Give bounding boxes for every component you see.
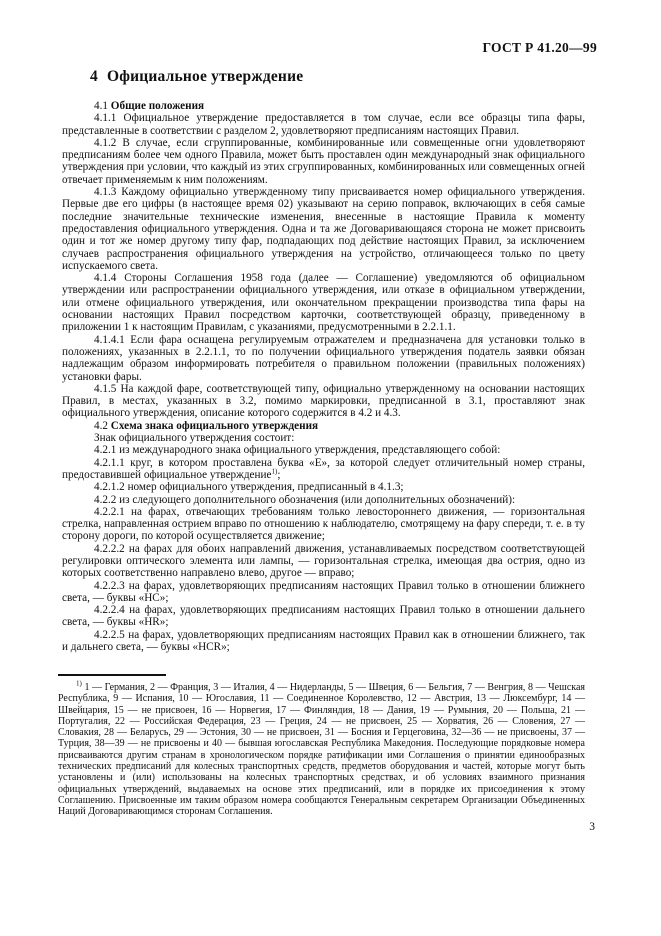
clause-4-1-5: 4.1.5 На каждой фаре, соответствующей типу, официально утвержденному на основании настоящих Правил, в местах, указанных в 3.2, помимо маркировки, предписанной в 3.1, проставляют знак официального утверждения, описание которого содержится в 4.2 и 4.3.: [62, 382, 585, 420]
footnote-body: 1 — Германия, 2 — Франция, 3 — Италия, 4 — Нидерланды, 5 — Швеция, 6 — Бельгия, 7 — Венгрия, 8 — Чешская Республика, 9 — Испания, 10 — Югославия, 11 — Соединенное Королевство, 12 — Австрия, 13 — Люксембург, 14 — Швейцария, 15 — не присвоен, 16 — Норвегия, 17 — Финляндия, 18 — Дания, 19 — Румыния, 20 — Польша, 21 — Португалия, 22 — Российская Федерация, 23 — Греция, 24 — не присвоен, 25 — Хорватия, 26 — Словения, 27 — Словакия, 28 — Беларусь, 29 — Эстония, 30 — не присвоен, 31 — Босния и Герцеговина, 32—36 — не присвоены, 37 — Турция, 38—39 — не присвоены и 40 — бывшая югославская Республика Македония. Последующие порядковые номера присваиваются другим странам в хронологическом порядке ратификации ими Соглашения о принятии единообразных технических предписаний для колесных транспортных средств, предметов оборудования и частей, которые могут быть установлены и (или) использованы на колесных транспортных средствах, и об условиях взаимного признания официальных утверждений, выдаваемых на основе этих предписаний, или в порядке их присоединения к этому Соглашению. Присвоенные им таким образом номера сообщаются Генеральным секретарем Организации Объединенных Наций Договаривающимся сторонам Соглашения.: [58, 682, 586, 818]
clause-4-1-2: 4.1.2 В случае, если сгруппированные, комбинированные или совмещенные огни удовлетворяют предписаниям более чем одного Правила, может быть проставлен один международный знак официального утверждения при условии, что каждый из этих сгруппированных, комбинированных или совмещенных огней отвечает применяемым к ним положениям.: [62, 136, 585, 186]
page-content: [58, 100, 585, 818]
clause-4-2-heading: [62, 420, 585, 432]
clause-4-1-4-1: 4.1.4.1 Если фара оснащена регулируемым отражателем и предназначена для установки только в положениях, указанных в 2.2.1.1, то по получении официального утверждения податель заявки обязан надлежащим образом информировать потребителя о правильном положении (правильных положениях) установки фары.: [62, 333, 585, 383]
clause-4-2-2-1: 4.2.2.1 на фарах, отвечающих требованиям только левостороннего движения, — горизонтальная стрелка, направленная острием вправо по отношению к наблюдателю, смотрящему на фару спереди, т. е. в ту сторону дороги, по которой осуществляется движение;: [62, 505, 585, 543]
footnote-text: [58, 679, 586, 818]
clause-4-1-3: 4.1.3 Каждому официально утвержденному типу присваивается номер официального утверждения. Первые две его цифры (в настоящее время 02) указывают на серию поправок, включающих в себя самые последние значительные технические изменения, внесенные в настоящие Правила к моменту предоставления официального утверждения. Одна и та же Договаривающаяся сторона не может присвоить один и тот же номер другому типу фар, подпадающих под действие настоящих Правил, за исключением случаев распространения официального утверждения на устройство, отличающееся только по цвету испускаемого света.: [62, 186, 585, 272]
doc-code-header: ГОСТ Р 41.20—99: [482, 40, 597, 55]
clause-4-2-2-2: 4.2.2.2 на фарах для обоих направлений движения, устанавливаемых посредством соответствующей регулировки оптического элемента или лампы, — горизонтальная стрелка, имеющая два острия, одно из которых соответственно направлено влево, другое — вправо;: [62, 542, 585, 580]
section-title: Официальное утверждение: [106, 68, 304, 85]
clause-4-2-2: 4.2.2 из следующего дополнительного обозначения (или дополнительных обозначений):: [94, 493, 516, 506]
clause-number: 4.1: [94, 100, 108, 112]
page-number: 3: [589, 821, 595, 833]
footnote-area: [58, 674, 585, 818]
clause-4-2-1-1: [62, 457, 585, 482]
clause-4-1-4: 4.1.4 Стороны Соглашения 1958 года (далее — Соглашение) уведомляются об официальном утверждении или распространении официального утверждения, или отказе в официальном утверждении, или отмене официального утверждения, или окончательном прекращении производства типа фары на основании настоящих Правил посредством карточки, соответствующей образцу, приведенному в приложении 1 к настоящим Правилам, с указаниями, предусмотренными в 2.2.1.1.: [62, 272, 585, 334]
clause-4-2-2-5: 4.2.2.5 на фарах, удовлетворяющих предписаниям настоящих Правил как в отношении ближнего, так и дальнего света, — буквы «HCR»;: [62, 628, 585, 654]
clause-title: Схема знака официального утверждения: [110, 419, 319, 432]
clause-number: 4.2: [94, 419, 108, 432]
clause-text: 4.2.1.1 круг, в котором проставлена буква «Е», за которой следует отличительный номер страны, предоставившей официальное утверждение: [62, 456, 585, 481]
clause-text-after-ref: ;: [277, 468, 281, 481]
clause-4-2-1: 4.2.1 из международного знака официального утверждения, представляющего собой:: [94, 444, 501, 457]
clause-4-1-1: 4.1.1 Официальное утверждение предоставляется в том случае, если все образцы типа фары, представленные в соответствии с разделом 2, удовлетворяют предписаниям настоящих Правил.: [62, 112, 585, 137]
clause-4-2-2-4: 4.2.2.4 на фарах, удовлетворяющих предписаниям настоящих Правил только в отношении дальнего света, — буквы «HR»;: [62, 604, 585, 629]
clause-4-2-1-2: 4.2.1.2 номер официального утверждения, предписанный в 4.1.3;: [94, 481, 404, 494]
clause-4-2-intro: Знак официального утверждения состоит:: [94, 432, 295, 445]
clause-title: Общие положения: [110, 100, 205, 112]
footnote-rule: [58, 674, 166, 676]
section-heading: [90, 68, 303, 86]
clause-4-1-heading: [62, 100, 585, 112]
footnote-reference: 1): [271, 467, 278, 476]
clause-4-2-2-3: 4.2.2.3 на фарах, удовлетворяющих предписаниям настоящих Правил только в отношении ближнего света, — буквы «HC»;: [62, 579, 585, 604]
section-number: 4: [90, 68, 98, 85]
document-body: [62, 100, 585, 670]
footnote-marker: 1): [76, 679, 82, 688]
